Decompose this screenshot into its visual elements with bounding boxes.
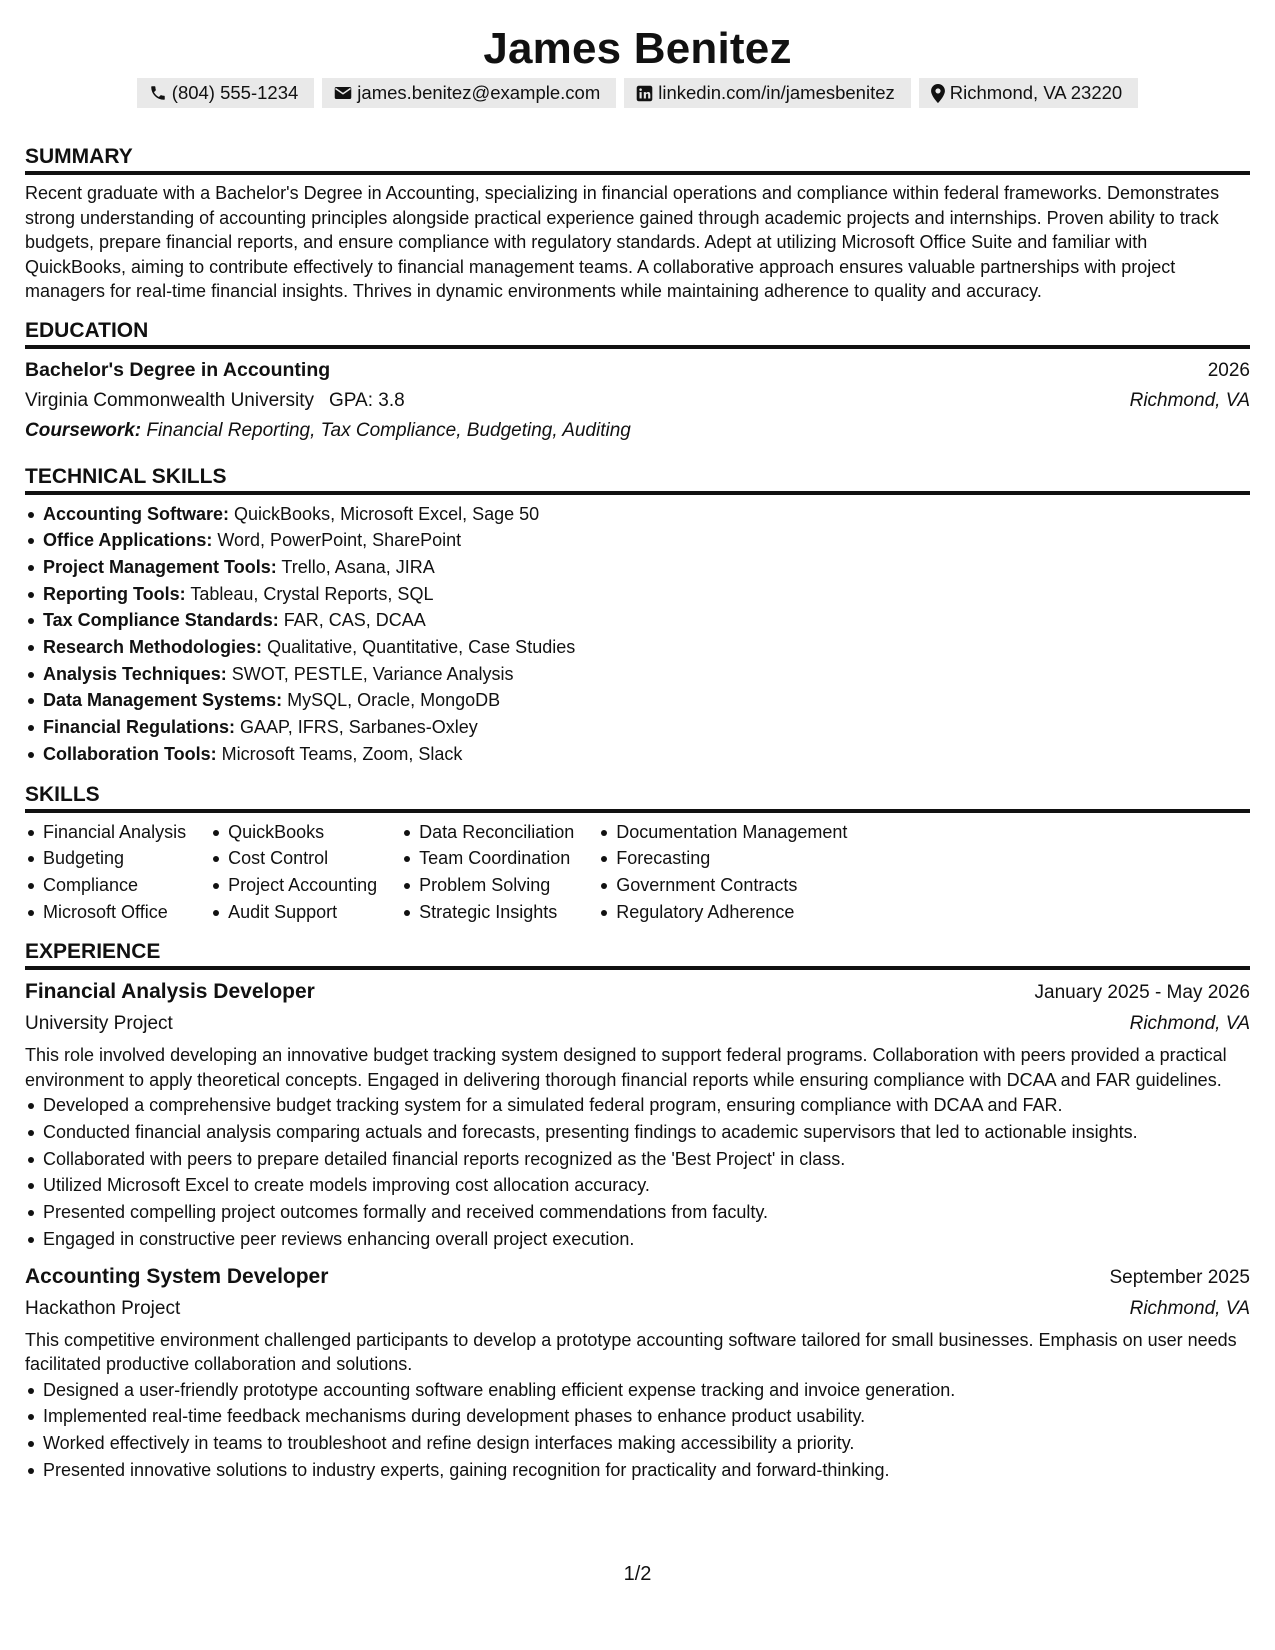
job-description: This role involved developing an innovative budget tracking system designed to support federal programs. Collaboration with peers provided a practical environment to apply theoretical concepts. Engaged in delivering thorough financial reports while ensuring compliance with DCAA and FAR guidelines. xyxy=(25,1045,1227,1090)
list-item: Documentation Management xyxy=(616,819,847,846)
list-item: Compliance xyxy=(43,872,186,899)
list-item: Implemented real-time feedback mechanisms during development phases to enhance product usability. xyxy=(43,1403,1250,1430)
list-item: Regulatory Adherence xyxy=(616,899,847,926)
skill-category: Analysis Techniques: xyxy=(43,663,227,684)
job-title: Accounting System Developer xyxy=(25,1264,329,1288)
linkedin-icon xyxy=(636,85,653,102)
phone-chip[interactable] xyxy=(137,78,315,108)
graduation-year: 2026 xyxy=(1207,359,1250,381)
school-row xyxy=(25,386,1250,416)
list-item: Audit Support xyxy=(228,899,377,926)
list-item: Financial Analysis xyxy=(43,819,186,846)
skill-category: Research Methodologies: xyxy=(43,637,263,658)
envelope-icon xyxy=(334,85,352,101)
resume-page xyxy=(25,0,1250,1487)
skill-values: Qualitative, Quantitative, Case Studies xyxy=(267,637,576,658)
school-info xyxy=(25,386,405,416)
list-item: Designed a user-friendly prototype accounting software enabling efficient expense tracking and invoice generation. xyxy=(43,1377,1250,1404)
skill-values: Microsoft Teams, Zoom, Slack xyxy=(221,743,463,764)
job-org: University Project xyxy=(25,1013,173,1035)
list-item xyxy=(43,554,1250,581)
summary-text: Recent graduate with a Bachelor's Degree in Accounting, specializing in financial operations and compliance within federal frameworks. Demonstrates strong understanding of accounting principles alongside practical experience gained through academic projects and internships. Proven ability to track budgets, prepare financial reports, and ensure compliance with regulatory standards. Adept at utilizing Microsoft Office Suite and familiar with QuickBooks, aiming to contribute effectively to financial management teams. A collaborative approach ensures valuable partnerships with project managers for real-time financial insights. Thrives in dynamic environments while maintaining adherence to quality and accuracy. xyxy=(25,183,1220,301)
skills-column xyxy=(419,819,574,926)
section-title: TECHNICAL SKILLS xyxy=(25,464,1250,495)
job-org-row xyxy=(25,1294,1250,1324)
job-location: Richmond, VA xyxy=(1129,1013,1250,1035)
section-title: EDUCATION xyxy=(25,318,1250,349)
job-header xyxy=(25,976,1250,1009)
job-org-row xyxy=(25,1009,1250,1039)
job-date: January 2025 - May 2026 xyxy=(1034,982,1250,1004)
list-item: QuickBooks xyxy=(228,819,377,846)
list-item: Team Coordination xyxy=(419,845,574,872)
list-item: Strategic Insights xyxy=(419,899,574,926)
skill-values: Tableau, Crystal Reports, SQL xyxy=(190,583,434,604)
list-item xyxy=(43,714,1250,741)
list-item xyxy=(43,741,1250,768)
skill-values: Trello, Asana, JIRA xyxy=(281,556,435,577)
skill-values: QuickBooks, Microsoft Excel, Sage 50 xyxy=(234,503,540,524)
list-item: Engaged in constructive peer reviews enhancing overall project execution. xyxy=(43,1226,1250,1253)
skill-values: MySQL, Oracle, MongoDB xyxy=(287,690,501,711)
list-item: Cost Control xyxy=(228,845,377,872)
linkedin-chip[interactable] xyxy=(624,78,911,108)
education-row xyxy=(25,355,1250,386)
list-item: Problem Solving xyxy=(419,872,574,899)
skills-grid xyxy=(25,819,1250,926)
job-bullets xyxy=(25,1377,1250,1484)
degree-title: Bachelor's Degree in Accounting xyxy=(25,358,331,381)
section-title: SUMMARY xyxy=(25,144,1250,175)
list-item xyxy=(43,634,1250,661)
job-header xyxy=(25,1261,1250,1294)
list-item xyxy=(43,501,1250,528)
list-item: Utilized Microsoft Excel to create models improving cost allocation accuracy. xyxy=(43,1172,1250,1199)
skills-section xyxy=(25,782,1250,926)
technical-skills-list xyxy=(25,501,1250,768)
summary-section xyxy=(25,144,1250,304)
skill-category: Reporting Tools: xyxy=(43,583,186,604)
job-entry xyxy=(25,976,1250,1252)
location-chip[interactable] xyxy=(919,78,1138,108)
list-item: Microsoft Office xyxy=(43,899,186,926)
technical-skills-section xyxy=(25,464,1250,768)
skill-values: SWOT, PESTLE, Variance Analysis xyxy=(231,663,514,684)
list-item: Presented innovative solutions to industry experts, gaining recognition for practicality and forward-thinking. xyxy=(43,1457,1250,1484)
phone-icon xyxy=(149,84,167,102)
list-item: Budgeting xyxy=(43,845,186,872)
coursework-label: Coursework: xyxy=(25,419,142,441)
list-item xyxy=(43,661,1250,688)
list-item: Project Accounting xyxy=(228,872,377,899)
list-item: Collaborated with peers to prepare detailed financial reports recognized as the 'Best Project' in class. xyxy=(43,1146,1250,1173)
list-item: Worked effectively in teams to troubleshoot and refine design interfaces making accessibility a priority. xyxy=(43,1430,1250,1457)
list-item: Developed a comprehensive budget tracking system for a simulated federal program, ensuring compliance with DCAA and FAR. xyxy=(43,1092,1250,1119)
phone-text: (804) 555-1234 xyxy=(171,82,299,103)
section-title: EXPERIENCE xyxy=(25,939,1250,970)
skill-category: Data Management Systems: xyxy=(43,690,283,711)
list-item xyxy=(43,607,1250,634)
section-title: SKILLS xyxy=(25,782,1250,813)
skill-category: Accounting Software: xyxy=(43,503,230,524)
job-title: Financial Analysis Developer xyxy=(25,980,315,1004)
page-number: 1/2 xyxy=(623,1563,652,1585)
linkedin-text: linkedin.com/in/jamesbenitez xyxy=(658,82,895,103)
list-item xyxy=(43,581,1250,608)
skill-values: Word, PowerPoint, SharePoint xyxy=(217,530,462,551)
list-item: Government Contracts xyxy=(616,872,847,899)
list-item: Presented compelling project outcomes formally and received commendations from faculty. xyxy=(43,1199,1250,1226)
experience-section xyxy=(25,939,1250,1483)
skill-category: Project Management Tools: xyxy=(43,556,277,577)
school-location: Richmond, VA xyxy=(1129,389,1250,411)
skill-category: Collaboration Tools: xyxy=(43,743,217,764)
job-description: This competitive environment challenged participants to develop a prototype accounting software tailored for small businesses. Emphasis on user needs facilitated productive collaboration and solutions. xyxy=(25,1329,1237,1375)
list-item: Forecasting xyxy=(616,845,847,872)
school-name: Virginia Commonwealth University xyxy=(25,389,314,411)
gpa: GPA: 3.8 xyxy=(328,389,405,411)
skills-column xyxy=(228,819,377,926)
skill-category: Tax Compliance Standards: xyxy=(43,610,279,631)
candidate-name: James Benitez xyxy=(483,24,792,73)
skill-values: GAAP, IFRS, Sarbanes-Oxley xyxy=(240,717,478,738)
job-entry xyxy=(25,1261,1250,1484)
skill-values: FAR, CAS, DCAA xyxy=(283,610,426,631)
job-bullets xyxy=(25,1092,1250,1252)
skills-column xyxy=(43,819,186,926)
location-text: Richmond, VA 23220 xyxy=(949,82,1123,103)
list-item xyxy=(43,527,1250,554)
job-date: September 2025 xyxy=(1109,1266,1250,1288)
list-item: Conducted financial analysis comparing actuals and forecasts, presenting findings to academic supervisors that led to actionable insights. xyxy=(43,1119,1250,1146)
job-org: Hackathon Project xyxy=(25,1297,181,1319)
list-item xyxy=(43,687,1250,714)
job-location: Richmond, VA xyxy=(1129,1297,1250,1319)
skill-category: Office Applications: xyxy=(43,530,213,551)
list-item: Data Reconciliation xyxy=(419,819,574,846)
skills-column xyxy=(616,819,847,926)
skill-category: Financial Regulations: xyxy=(43,717,236,738)
map-pin-icon xyxy=(931,84,945,103)
contact-bar xyxy=(25,78,1250,108)
email-chip[interactable] xyxy=(322,78,616,108)
coursework xyxy=(25,416,1250,446)
coursework-list: Financial Reporting, Tax Compliance, Budgeting, Auditing xyxy=(146,419,631,441)
email-text: james.benitez@example.com xyxy=(357,82,601,103)
education-section xyxy=(25,318,1250,446)
